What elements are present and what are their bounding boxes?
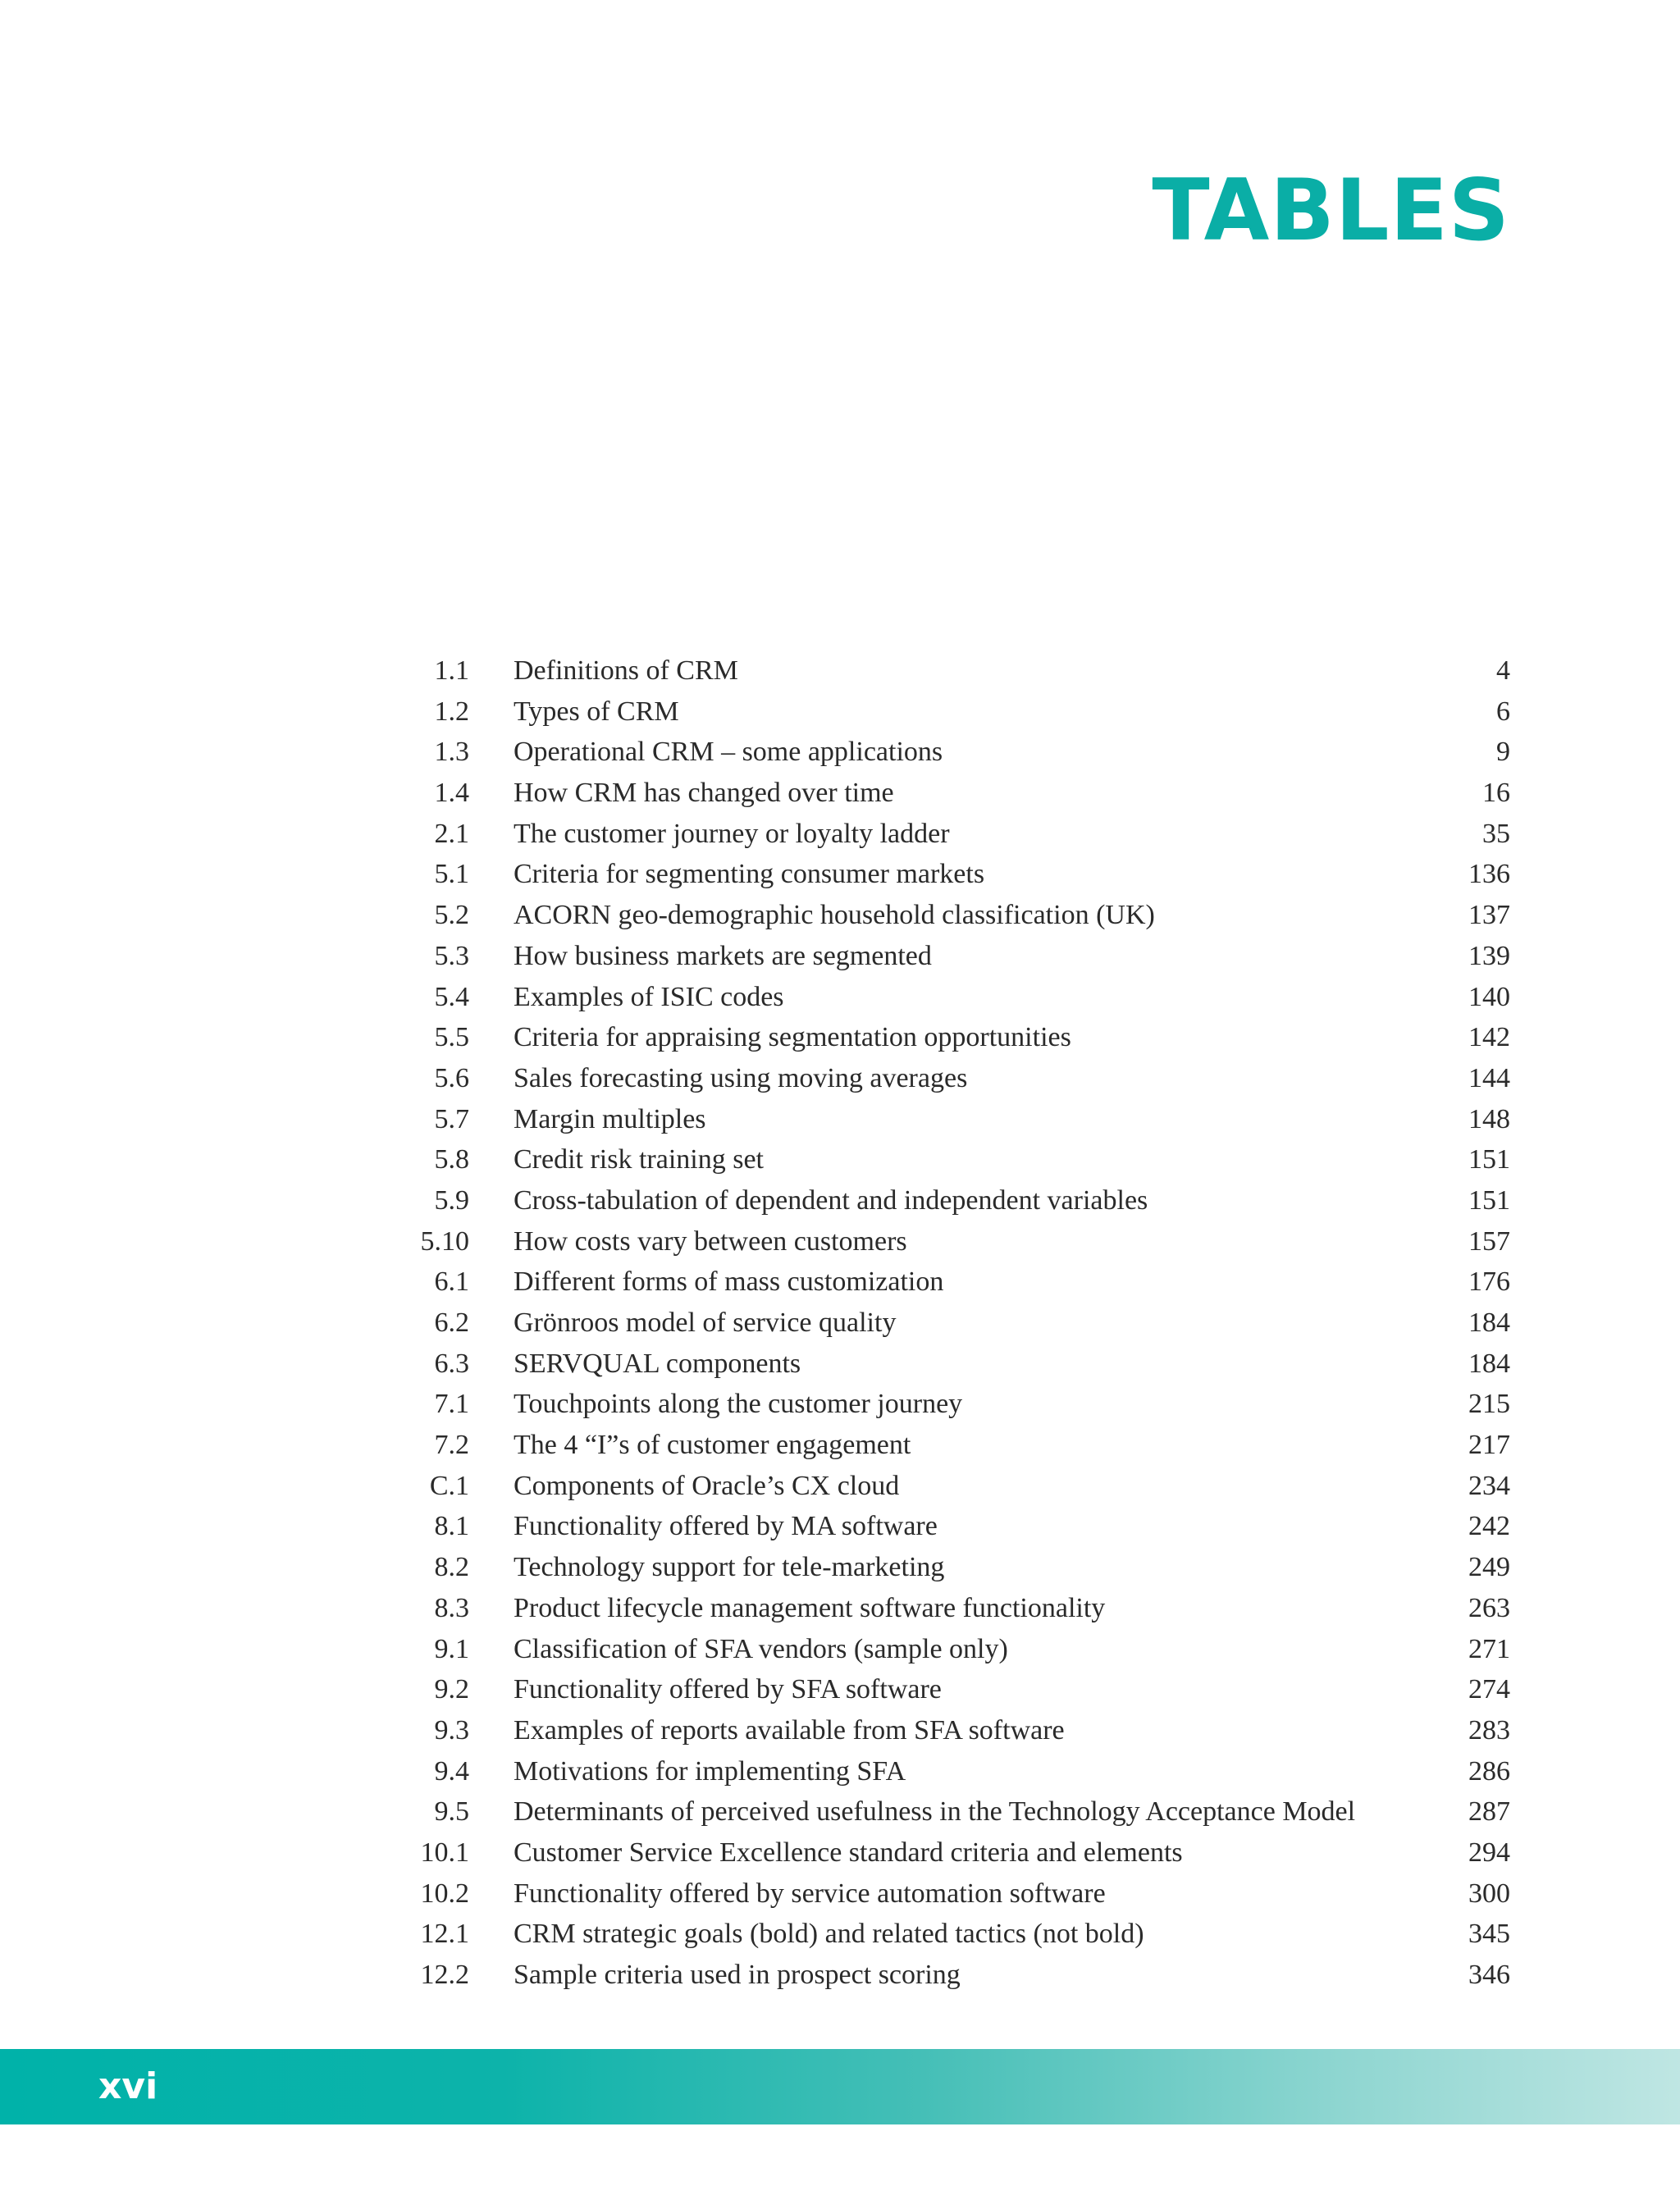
list-item[interactable] bbox=[410, 977, 1510, 1018]
list-item[interactable] bbox=[410, 1099, 1510, 1140]
page-reference: 286 bbox=[1468, 1755, 1510, 1787]
table-title: Technology support for tele-marketing bbox=[514, 1552, 945, 1583]
table-number: 1.3 bbox=[434, 737, 469, 768]
table-title: Functionality offered by SFA software bbox=[514, 1674, 942, 1705]
page-reference: 136 bbox=[1468, 859, 1510, 890]
list-item[interactable] bbox=[410, 1425, 1510, 1466]
table-title: Margin multiples bbox=[514, 1103, 706, 1134]
table-title: Sales forecasting using moving averages bbox=[514, 1062, 968, 1093]
page-reference: 287 bbox=[1468, 1796, 1510, 1828]
list-item[interactable] bbox=[410, 1139, 1510, 1180]
table-title: Determinants of perceived usefulness in the Technology Acceptance Model bbox=[514, 1796, 1356, 1828]
page-reference: 345 bbox=[1468, 1919, 1510, 1950]
table-number: 8.1 bbox=[434, 1511, 469, 1542]
table-number: 5.2 bbox=[434, 900, 469, 931]
table-title: Examples of reports available from SFA software bbox=[514, 1714, 1065, 1746]
list-item[interactable] bbox=[410, 732, 1510, 773]
table-title: Types of CRM bbox=[514, 696, 679, 727]
table-number: 5.6 bbox=[434, 1062, 469, 1093]
list-item[interactable] bbox=[410, 1058, 1510, 1099]
list-item[interactable] bbox=[410, 1384, 1510, 1425]
page-reference: 139 bbox=[1468, 940, 1510, 971]
table-number: 7.2 bbox=[434, 1430, 469, 1461]
page-reference: 215 bbox=[1468, 1389, 1510, 1420]
list-item[interactable] bbox=[410, 1629, 1510, 1670]
list-item[interactable] bbox=[410, 1955, 1510, 1996]
page-reference: 148 bbox=[1468, 1103, 1510, 1134]
table-number: 5.5 bbox=[434, 1022, 469, 1053]
table-number: 5.8 bbox=[434, 1144, 469, 1175]
table-title: Cross-tabulation of dependent and independent variables bbox=[514, 1184, 1148, 1216]
page-reference: 137 bbox=[1468, 900, 1510, 931]
list-item[interactable] bbox=[410, 936, 1510, 977]
table-title: Criteria for segmenting consumer markets bbox=[514, 859, 985, 890]
table-title: Functionality offered by MA software bbox=[514, 1511, 938, 1542]
page-reference: 249 bbox=[1468, 1552, 1510, 1583]
list-item[interactable] bbox=[410, 1506, 1510, 1547]
table-title: ACORN geo-demographic household classification (UK) bbox=[514, 900, 1155, 931]
table-number: 6.1 bbox=[434, 1266, 469, 1298]
list-item[interactable] bbox=[410, 773, 1510, 814]
table-number: 1.4 bbox=[434, 778, 469, 809]
list-item[interactable] bbox=[410, 854, 1510, 895]
table-number: 9.5 bbox=[434, 1796, 469, 1828]
table-number: 10.2 bbox=[420, 1878, 469, 1909]
page-reference: 274 bbox=[1468, 1674, 1510, 1705]
table-number: C.1 bbox=[429, 1470, 469, 1501]
table-title: SERVQUAL components bbox=[514, 1348, 801, 1379]
table-title: How costs vary between customers bbox=[514, 1225, 907, 1257]
page-reference: 140 bbox=[1468, 981, 1510, 1012]
list-item[interactable] bbox=[410, 1221, 1510, 1262]
list-item[interactable] bbox=[410, 1588, 1510, 1629]
list-item[interactable] bbox=[410, 691, 1510, 732]
list-item[interactable] bbox=[410, 895, 1510, 936]
list-item[interactable] bbox=[410, 650, 1510, 691]
table-title: Definitions of CRM bbox=[514, 655, 738, 686]
list-item[interactable] bbox=[410, 1303, 1510, 1344]
list-item[interactable] bbox=[410, 814, 1510, 855]
page-reference: 283 bbox=[1468, 1714, 1510, 1746]
page-reference: 35 bbox=[1482, 818, 1510, 849]
list-item[interactable] bbox=[410, 1547, 1510, 1588]
table-number: 12.2 bbox=[420, 1960, 469, 1990]
list-item[interactable] bbox=[410, 1262, 1510, 1303]
page-reference: 151 bbox=[1468, 1184, 1510, 1216]
table-title: Components of Oracle’s CX cloud bbox=[514, 1470, 900, 1501]
table-title: The customer journey or loyalty ladder bbox=[514, 818, 950, 849]
table-title: Motivations for implementing SFA bbox=[514, 1755, 906, 1787]
list-item[interactable] bbox=[410, 1791, 1510, 1832]
table-title: Product lifecycle management software functionality bbox=[514, 1592, 1106, 1623]
table-title: Grönroos model of service quality bbox=[514, 1307, 897, 1338]
page-reference: 184 bbox=[1468, 1307, 1510, 1338]
page-reference: 234 bbox=[1468, 1470, 1510, 1501]
table-title: Examples of ISIC codes bbox=[514, 981, 784, 1012]
table-number: 6.2 bbox=[434, 1307, 469, 1338]
page-reference: 346 bbox=[1468, 1960, 1510, 1990]
page-reference: 9 bbox=[1496, 737, 1510, 768]
table-title: Operational CRM – some applications bbox=[514, 737, 943, 768]
table-number: 8.2 bbox=[434, 1552, 469, 1583]
table-title: Credit risk training set bbox=[514, 1144, 765, 1175]
table-title: How CRM has changed over time bbox=[514, 778, 894, 809]
list-item[interactable] bbox=[410, 1466, 1510, 1507]
table-number: 12.1 bbox=[420, 1919, 469, 1950]
table-number: 5.4 bbox=[434, 981, 469, 1012]
table-number: 6.3 bbox=[434, 1348, 469, 1379]
page-reference: 6 bbox=[1496, 696, 1510, 727]
list-item[interactable] bbox=[410, 1669, 1510, 1710]
page-reference: 142 bbox=[1468, 1022, 1510, 1053]
page-reference: 151 bbox=[1468, 1144, 1510, 1175]
table-number: 9.4 bbox=[434, 1755, 469, 1787]
table-number: 10.1 bbox=[420, 1837, 469, 1868]
page-reference: 184 bbox=[1468, 1348, 1510, 1379]
page-reference: 176 bbox=[1468, 1266, 1510, 1298]
table-title: Touchpoints along the customer journey bbox=[514, 1389, 963, 1420]
list-item[interactable] bbox=[410, 1914, 1510, 1955]
page-title: TABLES bbox=[1152, 162, 1510, 260]
table-number: 9.1 bbox=[434, 1633, 469, 1664]
table-number: 9.3 bbox=[434, 1714, 469, 1746]
list-item[interactable] bbox=[410, 1751, 1510, 1792]
table-number: 5.10 bbox=[420, 1225, 469, 1257]
list-item[interactable] bbox=[410, 1344, 1510, 1385]
table-number: 5.1 bbox=[434, 859, 469, 890]
table-number: 5.7 bbox=[434, 1103, 469, 1134]
list-item[interactable] bbox=[410, 1710, 1510, 1751]
page-reference: 157 bbox=[1468, 1225, 1510, 1257]
table-title: Criteria for appraising segmentation opportunities bbox=[514, 1022, 1071, 1053]
table-number: 1.2 bbox=[434, 696, 469, 727]
page-reference: 144 bbox=[1468, 1062, 1510, 1093]
table-title: CRM strategic goals (bold) and related tactics (not bold) bbox=[514, 1919, 1144, 1950]
list-item[interactable] bbox=[410, 1832, 1510, 1873]
page-reference: 263 bbox=[1468, 1592, 1510, 1623]
table-title: Customer Service Excellence standard criteria and elements bbox=[514, 1837, 1183, 1868]
table-title: How business markets are segmented bbox=[514, 940, 932, 971]
page-reference: 294 bbox=[1468, 1837, 1510, 1868]
table-number: 9.2 bbox=[434, 1674, 469, 1705]
list-item[interactable] bbox=[410, 1017, 1510, 1058]
list-item[interactable] bbox=[410, 1873, 1510, 1914]
page-number: xvi bbox=[98, 2065, 158, 2107]
table-title: Functionality offered by service automation software bbox=[514, 1878, 1106, 1909]
page-reference: 4 bbox=[1496, 655, 1510, 686]
table-list bbox=[410, 650, 1510, 1996]
table-number: 1.1 bbox=[434, 655, 469, 686]
page-reference: 300 bbox=[1468, 1878, 1510, 1909]
footer-band bbox=[0, 2049, 1680, 2124]
table-number: 5.9 bbox=[434, 1184, 469, 1216]
list-item[interactable] bbox=[410, 1180, 1510, 1221]
page-reference: 271 bbox=[1468, 1633, 1510, 1664]
table-number: 7.1 bbox=[434, 1389, 469, 1420]
table-title: Sample criteria used in prospect scoring bbox=[514, 1960, 961, 1990]
page-reference: 217 bbox=[1468, 1430, 1510, 1461]
page-reference: 16 bbox=[1482, 778, 1510, 809]
table-number: 2.1 bbox=[434, 818, 469, 849]
table-number: 8.3 bbox=[434, 1592, 469, 1623]
table-title: Different forms of mass customization bbox=[514, 1266, 944, 1298]
page-reference: 242 bbox=[1468, 1511, 1510, 1542]
table-title: The 4 “I”s of customer engagement bbox=[514, 1430, 911, 1461]
table-title: Classification of SFA vendors (sample only) bbox=[514, 1633, 1008, 1664]
table-number: 5.3 bbox=[434, 940, 469, 971]
